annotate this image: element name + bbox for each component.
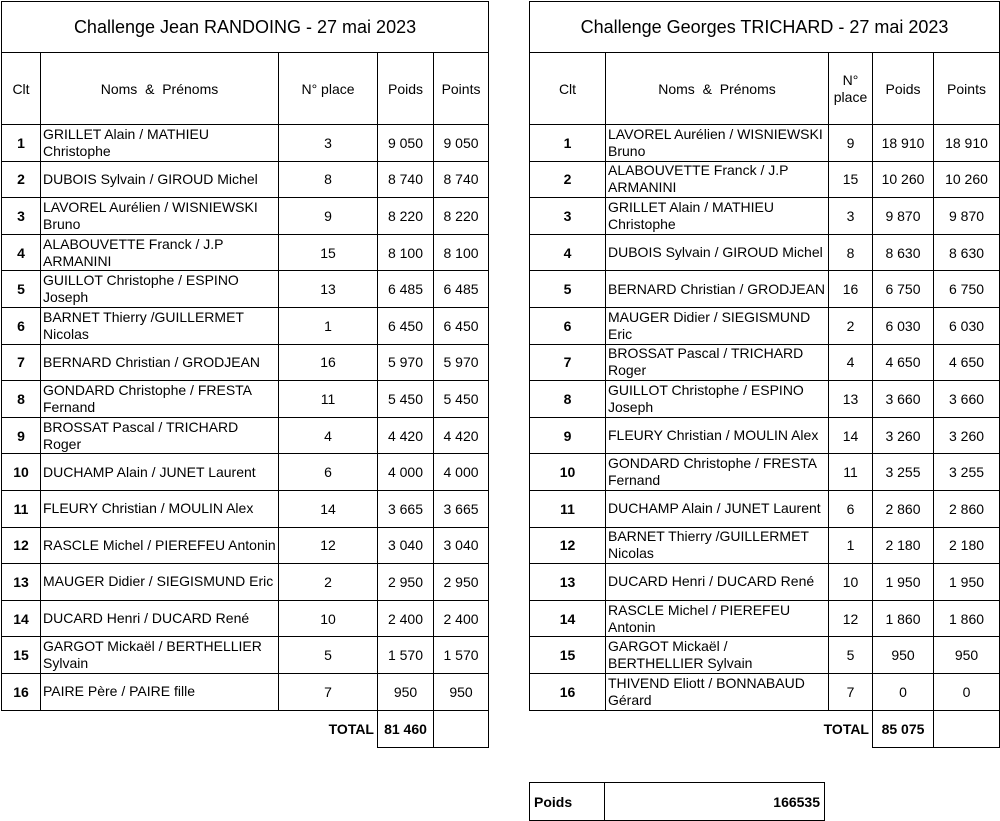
name-cell: ALABOUVETTE Franck / J.P ARMANINI	[41, 234, 279, 271]
rank-cell: 9	[530, 417, 606, 454]
table-row	[530, 600, 1000, 637]
rank-cell: 10	[2, 454, 41, 491]
name-cell: MAUGER Didier / SIEGISMUND Eric	[606, 307, 829, 344]
table-row	[2, 344, 489, 381]
rank-cell: 6	[530, 307, 606, 344]
weight-summary-value: 166535	[605, 783, 825, 821]
points-cell: 2 950	[434, 564, 489, 601]
points-cell: 3 040	[434, 527, 489, 564]
table-row	[530, 673, 1000, 710]
rank-cell: 13	[2, 564, 41, 601]
table-row	[2, 564, 489, 601]
name-cell: GRILLET Alain / MATHIEU Christophe	[41, 125, 279, 162]
table-row	[2, 454, 489, 491]
rank-cell: 2	[530, 161, 606, 198]
right-table-body	[530, 125, 1000, 711]
right-header-points: Points	[934, 53, 1000, 125]
left-total-spacer-1	[2, 710, 41, 747]
name-cell: DUCARD Henri / DUCARD René	[41, 600, 279, 637]
right-results-table	[529, 1, 1000, 748]
rank-cell: 11	[530, 490, 606, 527]
table-row	[530, 417, 1000, 454]
points-cell: 6 030	[934, 307, 1000, 344]
table-row	[2, 271, 489, 308]
weight-cell: 8 220	[378, 198, 434, 235]
rank-cell: 7	[2, 344, 41, 381]
right-total-value: 85 075	[873, 710, 934, 747]
points-cell: 9 870	[934, 198, 1000, 235]
rank-cell: 6	[2, 307, 41, 344]
name-cell: GARGOT Mickaël / BERTHELLIER Sylvain	[41, 637, 279, 674]
rank-cell: 3	[530, 198, 606, 235]
points-cell: 0	[934, 673, 1000, 710]
place-cell: 13	[829, 381, 873, 418]
place-cell: 13	[279, 271, 378, 308]
table-row	[530, 125, 1000, 162]
weight-cell: 950	[378, 673, 434, 710]
right-total-label: TOTAL	[823, 720, 869, 737]
weight-cell: 9 870	[873, 198, 934, 235]
place-cell: 12	[279, 527, 378, 564]
name-cell: RASCLE Michel / PIEREFEU Antonin	[606, 600, 829, 637]
table-row	[2, 234, 489, 271]
name-cell: GONDARD Christophe / FRESTA Fernand	[41, 381, 279, 418]
weight-cell: 18 910	[873, 125, 934, 162]
table-row	[2, 600, 489, 637]
weight-cell: 3 260	[873, 417, 934, 454]
place-cell: 9	[279, 198, 378, 235]
rank-cell: 1	[2, 125, 41, 162]
rank-cell: 12	[2, 527, 41, 564]
rank-cell: 16	[2, 673, 41, 710]
name-cell: BROSSAT Pascal / TRICHARD Roger	[606, 344, 829, 381]
points-cell: 2 400	[434, 600, 489, 637]
rank-cell: 10	[530, 454, 606, 491]
left-header-poids: Poids	[378, 53, 434, 125]
table-row	[530, 198, 1000, 235]
name-cell: GRILLET Alain / MATHIEU Christophe	[606, 198, 829, 235]
name-cell: GUILLOT Christophe / ESPINO Joseph	[41, 271, 279, 308]
left-header-clt: Clt	[2, 53, 41, 125]
table-row	[2, 417, 489, 454]
place-cell: 8	[279, 161, 378, 198]
place-cell: 16	[829, 271, 873, 308]
table-row	[530, 527, 1000, 564]
place-cell: 1	[829, 527, 873, 564]
name-cell: MAUGER Didier / SIEGISMUND Eric	[41, 564, 279, 601]
weight-cell: 0	[873, 673, 934, 710]
points-cell: 10 260	[934, 161, 1000, 198]
place-cell: 1	[279, 307, 378, 344]
name-cell: FLEURY Christian / MOULIN Alex	[606, 417, 829, 454]
points-cell: 1 570	[434, 637, 489, 674]
rank-cell: 14	[2, 600, 41, 637]
name-cell: DUCHAMP Alain / JUNET Laurent	[606, 490, 829, 527]
right-header-poids: Poids	[873, 53, 934, 125]
points-cell: 4 000	[434, 454, 489, 491]
weight-cell: 1 950	[873, 564, 934, 601]
place-cell: 6	[829, 490, 873, 527]
rank-cell: 3	[2, 198, 41, 235]
rank-cell: 15	[2, 637, 41, 674]
table-row	[2, 125, 489, 162]
place-cell: 4	[279, 417, 378, 454]
table-row	[2, 637, 489, 674]
rank-cell: 14	[530, 600, 606, 637]
points-cell: 1 860	[934, 600, 1000, 637]
rank-cell: 5	[2, 271, 41, 308]
points-cell: 6 750	[934, 271, 1000, 308]
place-cell: 7	[829, 673, 873, 710]
table-row	[530, 454, 1000, 491]
left-header-place: N° place	[279, 53, 378, 125]
table-row	[2, 673, 489, 710]
place-cell: 3	[829, 198, 873, 235]
name-cell: LAVOREL Aurélien / WISNIEWSKI Bruno	[606, 125, 829, 162]
name-cell: DUCARD Henri / DUCARD René	[606, 564, 829, 601]
table-row	[530, 490, 1000, 527]
place-cell: 15	[829, 161, 873, 198]
name-cell: GUILLOT Christophe / ESPINO Joseph	[606, 381, 829, 418]
weight-cell: 6 450	[378, 307, 434, 344]
rank-cell: 9	[2, 417, 41, 454]
rank-cell: 4	[2, 234, 41, 271]
points-cell: 8 220	[434, 198, 489, 235]
rank-cell: 13	[530, 564, 606, 601]
table-row	[2, 490, 489, 527]
place-cell: 6	[279, 454, 378, 491]
weight-cell: 2 400	[378, 600, 434, 637]
name-cell: BROSSAT Pascal / TRICHARD Roger	[41, 417, 279, 454]
left-table-title: Challenge Jean RANDOING - 27 mai 2023	[2, 2, 489, 53]
weight-cell: 5 970	[378, 344, 434, 381]
name-cell: DUBOIS Sylvain / GIROUD Michel	[41, 161, 279, 198]
place-cell: 16	[279, 344, 378, 381]
left-total-spacer-2	[41, 710, 279, 747]
points-cell: 1 950	[934, 564, 1000, 601]
left-header-points: Points	[434, 53, 489, 125]
place-cell: 7	[279, 673, 378, 710]
points-cell: 5 970	[434, 344, 489, 381]
name-cell: PAIRE Père / PAIRE fille	[41, 673, 279, 710]
weight-cell: 8 100	[378, 234, 434, 271]
left-total-label: TOTAL	[328, 720, 374, 737]
left-header-row	[2, 53, 489, 125]
place-cell: 12	[829, 600, 873, 637]
name-cell: ALABOUVETTE Franck / J.P ARMANINI	[606, 161, 829, 198]
place-cell: 10	[829, 564, 873, 601]
weight-cell: 3 665	[378, 490, 434, 527]
rank-cell: 11	[2, 490, 41, 527]
place-cell: 2	[279, 564, 378, 601]
weight-cell: 3 255	[873, 454, 934, 491]
name-cell: BERNARD Christian / GRODJEAN	[41, 344, 279, 381]
place-cell: 8	[829, 234, 873, 271]
weight-cell: 4 650	[873, 344, 934, 381]
table-row	[2, 198, 489, 235]
place-cell: 2	[829, 307, 873, 344]
place-cell: 9	[829, 125, 873, 162]
left-total-empty	[434, 710, 489, 747]
table-row	[530, 381, 1000, 418]
name-cell: DUCHAMP Alain / JUNET Laurent	[41, 454, 279, 491]
points-cell: 3 255	[934, 454, 1000, 491]
points-cell: 8 100	[434, 234, 489, 271]
points-cell: 6 450	[434, 307, 489, 344]
weight-cell: 3 040	[378, 527, 434, 564]
place-cell: 5	[829, 637, 873, 674]
name-cell: FLEURY Christian / MOULIN Alex	[41, 490, 279, 527]
weight-cell: 5 450	[378, 381, 434, 418]
weight-cell: 6 750	[873, 271, 934, 308]
right-header-place: N° place	[829, 53, 873, 125]
weight-cell: 10 260	[873, 161, 934, 198]
points-cell: 2 180	[934, 527, 1000, 564]
rank-cell: 7	[530, 344, 606, 381]
weight-cell: 6 485	[378, 271, 434, 308]
points-cell: 4 420	[434, 417, 489, 454]
points-cell: 4 650	[934, 344, 1000, 381]
table-row	[530, 234, 1000, 271]
weight-summary-label: Poids	[530, 783, 605, 821]
left-results-table	[1, 1, 489, 748]
weight-cell: 4 420	[378, 417, 434, 454]
points-cell: 5 450	[434, 381, 489, 418]
name-cell: GARGOT Mickaël / BERTHELLIER Sylvain	[606, 637, 829, 674]
place-cell: 15	[279, 234, 378, 271]
name-cell: DUBOIS Sylvain / GIROUD Michel	[606, 234, 829, 271]
weight-cell: 6 030	[873, 307, 934, 344]
place-cell: 5	[279, 637, 378, 674]
right-table-title: Challenge Georges TRICHARD - 27 mai 2023	[530, 2, 1000, 53]
rank-cell: 12	[530, 527, 606, 564]
points-cell: 9 050	[434, 125, 489, 162]
weight-cell: 1 570	[378, 637, 434, 674]
place-cell: 3	[279, 125, 378, 162]
points-cell: 8 740	[434, 161, 489, 198]
place-cell: 10	[279, 600, 378, 637]
table-row	[530, 637, 1000, 674]
weight-cell: 9 050	[378, 125, 434, 162]
table-row	[2, 161, 489, 198]
table-row	[2, 307, 489, 344]
table-row	[530, 344, 1000, 381]
place-cell: 4	[829, 344, 873, 381]
points-cell: 950	[934, 637, 1000, 674]
weight-cell: 1 860	[873, 600, 934, 637]
weight-cell: 2 180	[873, 527, 934, 564]
table-row	[530, 307, 1000, 344]
weight-cell: 3 660	[873, 381, 934, 418]
table-row	[530, 564, 1000, 601]
weight-cell: 2 860	[873, 490, 934, 527]
points-cell: 2 860	[934, 490, 1000, 527]
right-header-row	[530, 53, 1000, 125]
weight-cell: 950	[873, 637, 934, 674]
name-cell: BARNET Thierry /GUILLERMET Nicolas	[41, 307, 279, 344]
points-cell: 950	[434, 673, 489, 710]
right-header-clt: Clt	[530, 53, 606, 125]
weight-cell: 4 000	[378, 454, 434, 491]
rank-cell: 8	[530, 381, 606, 418]
place-cell: 14	[829, 417, 873, 454]
rank-cell: 1	[530, 125, 606, 162]
rank-cell: 16	[530, 673, 606, 710]
right-total-empty	[934, 710, 1000, 747]
rank-cell: 15	[530, 637, 606, 674]
points-cell: 8 630	[934, 234, 1000, 271]
place-cell: 11	[829, 454, 873, 491]
right-header-name: Noms & Prénoms	[606, 53, 829, 125]
right-total-row	[530, 710, 1000, 747]
name-cell: GONDARD Christophe / FRESTA Fernand	[606, 454, 829, 491]
rank-cell: 8	[2, 381, 41, 418]
rank-cell: 5	[530, 271, 606, 308]
left-header-name: Noms & Prénoms	[41, 53, 279, 125]
table-row	[530, 161, 1000, 198]
points-cell: 18 910	[934, 125, 1000, 162]
place-cell: 14	[279, 490, 378, 527]
right-total-spacer-1	[530, 710, 606, 747]
name-cell: BARNET Thierry /GUILLERMET Nicolas	[606, 527, 829, 564]
weight-cell: 8 630	[873, 234, 934, 271]
rank-cell: 2	[2, 161, 41, 198]
points-cell: 3 665	[434, 490, 489, 527]
left-total-value: 81 460	[378, 710, 434, 747]
points-cell: 6 485	[434, 271, 489, 308]
points-cell: 3 660	[934, 381, 1000, 418]
table-row	[2, 527, 489, 564]
left-table-body	[2, 125, 489, 711]
table-row	[2, 381, 489, 418]
name-cell: THIVEND Eliott / BONNABAUD Gérard	[606, 673, 829, 710]
rank-cell: 4	[530, 234, 606, 271]
weight-cell: 8 740	[378, 161, 434, 198]
left-total-row	[2, 710, 489, 747]
name-cell: RASCLE Michel / PIEREFEU Antonin	[41, 527, 279, 564]
table-row	[530, 271, 1000, 308]
place-cell: 11	[279, 381, 378, 418]
name-cell: LAVOREL Aurélien / WISNIEWSKI Bruno	[41, 198, 279, 235]
weight-cell: 2 950	[378, 564, 434, 601]
points-cell: 3 260	[934, 417, 1000, 454]
weight-summary-box	[529, 782, 825, 821]
name-cell: BERNARD Christian / GRODJEAN	[606, 271, 829, 308]
